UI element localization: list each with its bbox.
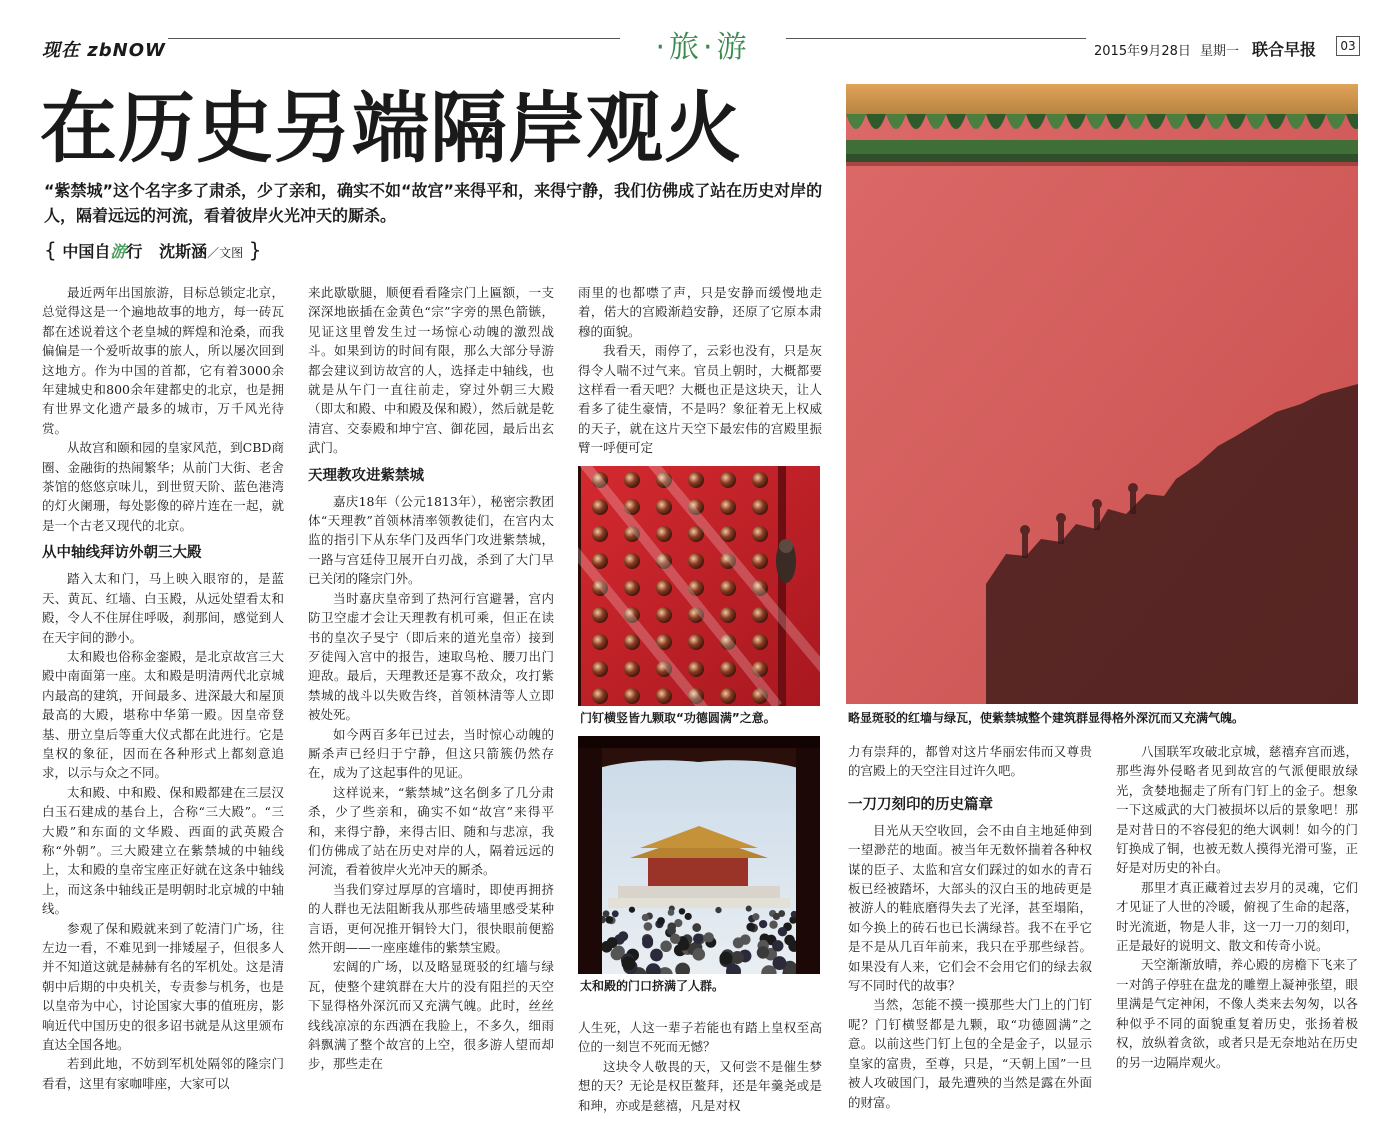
paragraph: 八国联军攻破北京城，慈禧弃宫而逃，那些海外侵略者见到故宫的气派便眼放绿光，贪婪地掘走了所有门钉上的金子。想象一下这威武的大门被损坏以后的景象吧！那是对昔日的不容侵犯的绝大讽刺！如今的门钉换成了铜，也被无数人摸得光滑可鉴，正好是对历史的补白。 bbox=[1116, 744, 1358, 876]
paragraph: 从故宫和颐和园的皇家风范，到CBD商圈、金融街的热闹繁华；从前门大街、老舍茶馆的悠悠京味儿，到世贸天阶、蓝色港湾的灯火阑珊，每处影像的碎片连在一起，就是一个古老又现代的北京。 bbox=[42, 440, 284, 533]
crowd-person bbox=[629, 907, 635, 913]
crowd-person bbox=[719, 952, 732, 965]
door-nail bbox=[688, 661, 704, 677]
subheading: 天理教攻进紫禁城 bbox=[308, 467, 424, 484]
door-nails-photo bbox=[578, 466, 820, 706]
door-nail bbox=[656, 580, 672, 596]
paragraph: 踏入太和门，马上映入眼帘的，是蓝天、黄瓦、红墙、白玉殿，从远处望看太和殿，令人不住屏住呼吸，刹那间，感觉到人在天宇间的渺小。 bbox=[42, 571, 284, 645]
headline: 在历史另端隔岸观火 bbox=[40, 85, 742, 174]
crowd-person bbox=[668, 909, 675, 916]
crowd-person bbox=[650, 949, 663, 962]
crowd-person bbox=[679, 908, 685, 914]
crowd-person bbox=[678, 939, 689, 950]
issue-weekday: 星期一 bbox=[1200, 44, 1240, 59]
column-5 bbox=[1116, 742, 1358, 1072]
crowd-person bbox=[772, 940, 783, 951]
paragraph: 若到此地，不妨到军机处隔邻的隆宗门看看，这里有家咖啡座，大家可以 bbox=[42, 1056, 284, 1091]
subheading: 从中轴线拜访外朝三大殿 bbox=[42, 545, 202, 562]
paragraph: 参观了保和殿就来到了乾清门广场，往左边一看，不难见到一排矮屋子，但很多人并不知道这就是赫赫有名的军机处。这是清朝中后期的中央机关，专责参与机务，也是以皇帝为中心，讨论国家大事的值班房，影响近代中国历史的很多诏书就是从这里颁布直达全国各地。 bbox=[42, 920, 284, 1053]
brand-logo: 现在 zbNOW bbox=[42, 40, 166, 61]
paragraph: 天空渐渐放晴，养心殿的房檐下飞来了一对鸽子停驻在盘龙的雕塑上凝神张望，眼里满是气定神闲，不像人类来去匆匆，以各种似乎不同的面貌重复着历史，张扬着极权，放纵着贪欲，或者只是无奈地站在历史的另一边隔岸观火。 bbox=[1116, 957, 1358, 1070]
paper-name: 联合早报 bbox=[1252, 40, 1317, 59]
paragraph: 当时嘉庆皇帝到了热河行宫避暑，宫内防卫空虚才会让天理教有机可乘，但正在读书的皇次子旻宁（即后来的道光皇帝）接到歹徒闯入宫中的报告，速取鸟枪、腰刀出门迎敌。最后，天理教还是寡不敌众，攻打紫禁城的战斗以失败告终，首领林清等人立即被处死。 bbox=[308, 590, 554, 723]
door-nail bbox=[624, 688, 640, 704]
door-nail bbox=[592, 661, 608, 677]
door-nail bbox=[592, 553, 608, 569]
paragraph: 那里才真正藏着过去岁月的灵魂，它们才见证了人世的冷暖，俯视了生命的起落，时光流逝，物是人非，这一刀一刀的刻印，正是最好的说明文、散文和传奇小说。 bbox=[1116, 879, 1358, 954]
crowd-person bbox=[644, 922, 653, 931]
door-nail bbox=[624, 661, 640, 677]
crowd-person bbox=[773, 956, 787, 970]
crowd-person bbox=[667, 922, 676, 931]
door-nail bbox=[720, 607, 736, 623]
crowd-person bbox=[733, 937, 744, 948]
door-nail bbox=[752, 634, 768, 650]
crowd-person bbox=[773, 913, 780, 920]
crowd-person bbox=[693, 933, 703, 943]
crowd-person bbox=[685, 913, 692, 920]
paragraph: 来此歇歇腿，顺便看看隆宗门上匾额，一支深深地嵌插在金黄色“宗”字旁的黑色箭镞，见证这里曾发生过一场惊心动魄的激烈战斗。如果到访的时间有限，那么大部分导游都会建议到访故宫的人，选择走中轴线，也就是从午门一直往前走，穿过外朝三大殿（即太和殿、中和殿及保和殿），然后就是乾清宫、交泰殿和坤宁宫、御花园，最后出玄武门。 bbox=[308, 285, 554, 456]
crowd-person bbox=[618, 931, 628, 941]
section-title: ·旅·游 bbox=[655, 30, 751, 65]
column-3-top bbox=[578, 283, 822, 458]
door-nail bbox=[624, 553, 640, 569]
door-nail bbox=[688, 634, 704, 650]
door-nail bbox=[752, 499, 768, 515]
byline bbox=[44, 238, 261, 262]
door-nail bbox=[688, 553, 704, 569]
crowd-person bbox=[642, 914, 649, 921]
column-2 bbox=[308, 283, 554, 1074]
byline-author: 沈斯涵 bbox=[159, 242, 208, 261]
crowd-person bbox=[657, 917, 665, 925]
wall-caption: 略显斑驳的红墙与绿瓦，使紫禁城整个建筑群显得格外深沉而又充满气魄。 bbox=[848, 711, 1245, 725]
crowd-person bbox=[642, 936, 653, 947]
lede: “紫禁城”这个名字多了肃杀，少了亲和，确实不如“故宫”来得平和，来得宁静，我们仿佛成了站在历史对岸的人，隔着远远的河流，看着彼岸火光冲天的厮杀。 bbox=[44, 181, 823, 225]
crowd-person bbox=[746, 906, 752, 912]
subheading: 一刀刀刻印的历史篇章 bbox=[848, 796, 993, 813]
crowd-caption: 太和殿的门口挤满了人群。 bbox=[580, 979, 725, 993]
column-1 bbox=[42, 283, 284, 1093]
door-nail bbox=[624, 580, 640, 596]
paragraph: 这样说来，“紫禁城”这名倒多了几分肃杀，少了些亲和，确实不如“故宫”来得平和，来得宁静，来得古旧、随和与悲凉，我们仿佛成了站在历史对岸的人，隔着远远的河流，看着彼岸火光冲天的厮杀。 bbox=[308, 784, 554, 878]
door-nail bbox=[592, 607, 608, 623]
paragraph: 太和殿也俗称金銮殿，是北京故宫三大殿中南面第一座。太和殿是明清两代北京城内最高的建筑，开间最多、进深最大和屋顶最高的大殿，堪称中华第一殿。因皇帝登基、册立皇后等重大仪式都在此进行。它是皇权的象征，因而在各种形式上都刻意追求，以示与众之不同。 bbox=[42, 648, 284, 781]
door-nails-image bbox=[578, 466, 820, 706]
crowd-person bbox=[752, 913, 759, 920]
crowd-person bbox=[622, 956, 636, 970]
door-nail bbox=[752, 553, 768, 569]
paragraph: 最近两年出国旅游，目标总锁定北京，总觉得这是一个遍地故事的地方，每一砖瓦都在述说着这个老皇城的辉煌和沧桑，而我偏偏是一个爱听故事的旅人，所以屡次回到这地方。作为中国的首都，它有着3000余年建城史和800余年建都史的北京，也是拥有世界文化遗产最多的城市，万千风光待赏。 bbox=[42, 285, 284, 436]
crowd-person bbox=[704, 932, 714, 942]
crowd-person bbox=[769, 921, 777, 929]
crowd-person bbox=[715, 907, 721, 913]
brace-open-icon: { bbox=[44, 238, 57, 262]
paragraph: 人生死，人这一辈子若能也有踏上皇权至高位的一刻岂不死而无憾？ bbox=[578, 1020, 822, 1055]
door-nail bbox=[592, 634, 608, 650]
byline-column-accent: 游 bbox=[110, 242, 127, 261]
crowd-person bbox=[759, 920, 767, 928]
crowd-person bbox=[757, 946, 769, 958]
paragraph: 这块令人敬畏的天，又何尝不是催生梦想的天？无论是权臣鳌拜，还是年羹尧或是和珅，亦或是慈禧，凡是对权 bbox=[578, 1058, 822, 1113]
door-nail bbox=[688, 472, 704, 488]
door-nail bbox=[656, 499, 672, 515]
door-nail bbox=[752, 607, 768, 623]
issue-date: 2015年9月28日 bbox=[1094, 44, 1191, 59]
paragraph: 雨里的也都噤了声，只是安静而缓慢地走着，偌大的宫殿渐趋安静，还原了它原本肃穆的面貌。 bbox=[578, 285, 822, 339]
crowd-person bbox=[746, 923, 755, 932]
door-nail bbox=[720, 661, 736, 677]
red-wall-image bbox=[846, 84, 1358, 704]
door-nail bbox=[720, 499, 736, 515]
crowd-person bbox=[778, 927, 787, 936]
crowd-person bbox=[605, 916, 613, 924]
paragraph: 我看天，雨停了，云彩也没有，只是灰得令人喘不过气来。官员上朝时，大概都要这样看一看天吧？大概也正是这块天，让人看多了徒生豪情，不是吗？象征着无上权威的天子，就在这片天空下最宏伟的宫殿里振臂一呼便可定 bbox=[578, 343, 822, 456]
paragraph: 目光从天空收回，会不由自主地延伸到一望渺茫的地面。被当年无数怀揣着各种权谋的臣子、太监和宫女们踩过的如水的青石板已经被踏坏，大部头的汉白玉的地砖更是被游人的鞋底磨得失去了光泽，甚至塌陷，如今换上的砖石也已长满绿苔。我不在乎它是不是从几百年前来，我只在乎那些绿苔。如果没有人来，它们会不会用它们的绿去叙写不同时代的故事？ bbox=[848, 822, 1092, 994]
door-nail bbox=[624, 634, 640, 650]
crowd-person bbox=[612, 910, 619, 917]
door-nail bbox=[752, 472, 768, 488]
column-4 bbox=[848, 742, 1092, 1112]
door-nail bbox=[624, 472, 640, 488]
crowd-person bbox=[660, 941, 671, 952]
door-nail bbox=[752, 526, 768, 542]
door-nail bbox=[592, 688, 608, 704]
paragraph: 当然，怎能不摸一摸那些大门上的门钉呢？门钉横竖都是九颗，取“功德圆满”之意。以前这些门钉上包的全是金子，以显示皇家的富贵，至尊，只是，“天朝上国”一旦被人攻破国门，最先遭殃的当然是露在外面的财富。 bbox=[848, 997, 1092, 1110]
crowd-person bbox=[692, 948, 705, 961]
paragraph: 如今两百多年已过去，当时惊心动魄的厮杀声已经归于宁静，但这只箭簇仍然存在，成为了这起事件的见证。 bbox=[308, 726, 554, 781]
paragraph: 当我们穿过厚厚的宫墙时，即使再拥挤的人群也无法阻断我从那些砖墙里感受某种言语，更何况推开铜铃大门，很快眼前便豁然开朗——一座座雄伟的紫禁宝殿。 bbox=[308, 881, 554, 955]
door-caption: 门钉横竖皆九颗取“功德圆满”之意。 bbox=[580, 711, 776, 725]
crowd-photo bbox=[578, 736, 820, 974]
brace-close-icon: } bbox=[248, 238, 262, 262]
column-3-bottom bbox=[578, 1018, 822, 1115]
door-nail bbox=[720, 580, 736, 596]
paragraph: 力有崇拜的，都曾对这片华丽宏伟而又尊贵的宫殿上的天空注目过许久吧。 bbox=[848, 744, 1092, 779]
door-nail bbox=[720, 472, 736, 488]
door-nail bbox=[656, 688, 672, 704]
crowd-person bbox=[731, 951, 744, 964]
crowd-image bbox=[578, 736, 820, 974]
byline-column-end: 行 bbox=[126, 242, 143, 261]
page-number: 03 bbox=[1336, 36, 1360, 56]
red-wall-photo bbox=[846, 84, 1358, 704]
door-nail bbox=[656, 607, 672, 623]
byline-role: ／文图 bbox=[207, 246, 244, 260]
byline-column: 中国自 bbox=[62, 242, 111, 261]
door-nail bbox=[720, 688, 736, 704]
crowd-person bbox=[692, 923, 701, 932]
paragraph: 嘉庆18年（公元1813年），秘密宗教团体“天理教”首领林清率领教徒们，在宫内太监的指引下从东华门及西华门攻进紫禁城，一路与宫廷侍卫展开白刃战，杀到了大门早已关闭的隆宗门外。 bbox=[308, 493, 554, 587]
paragraph: 太和殿、中和殿、保和殿都建在三层汉白玉石建成的基台上，合称“三大殿”。“三大殿”和东面的文华殿、西面的武英殿合称“外朝”。三大殿建立在紫禁城的中轴线上，太和殿的皇帝宝座正好就在这条中轴线上，而这条中轴线正是明朝时北京城的中轴线。 bbox=[42, 784, 284, 917]
header-rule-right bbox=[786, 38, 1086, 39]
door-nail bbox=[592, 526, 608, 542]
header-rule-left bbox=[168, 38, 620, 39]
paragraph: 宏阔的广场，以及略显斑驳的红墙与绿瓦，使整个建筑群在大片的没有阻拦的天空下显得格外深沉而又充满气魄。此时，丝丝线线凉凉的东西洒在我脸上，不多久，细雨斜飘满了整个故宫的上空，很多游人望而却步，那些走在 bbox=[308, 959, 554, 1072]
door-nail bbox=[592, 499, 608, 515]
door-nail bbox=[656, 526, 672, 542]
crowd-person bbox=[613, 946, 625, 958]
